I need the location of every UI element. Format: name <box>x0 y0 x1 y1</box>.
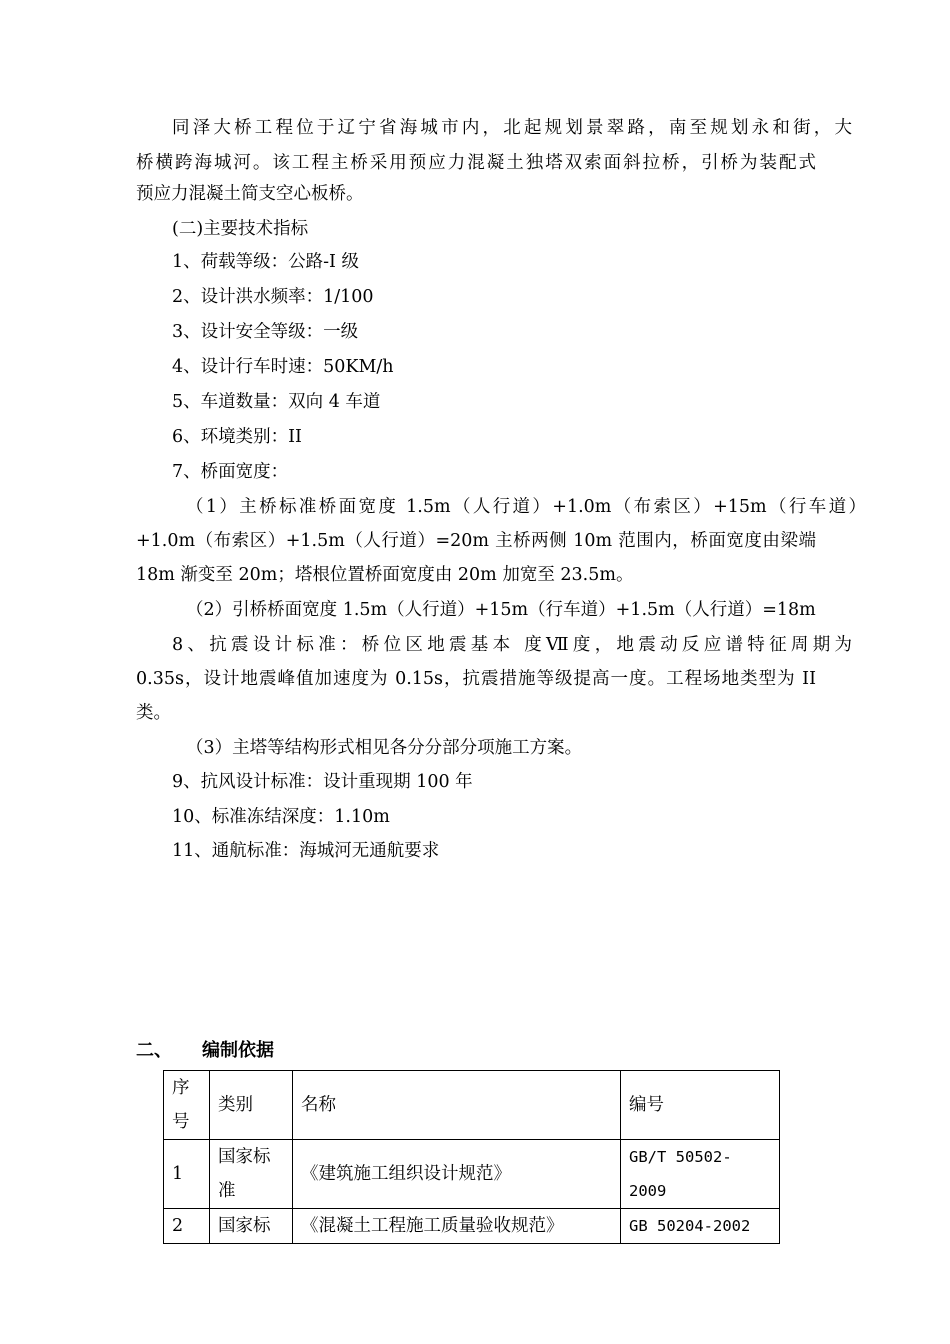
tech-item-6: 6、环境类别：II <box>172 427 302 447</box>
section-number: 二、 <box>136 1040 172 1061</box>
tech-section-title: (二)主要技术指标 <box>172 219 309 239</box>
table-header-row <box>164 1071 780 1140</box>
tech-item-7a-line-3: 18m 渐变至 20m；塔根位置桥面宽度由 20m 加宽至 23.5m。 <box>136 565 634 585</box>
cell-code: GB 50204-2002 <box>621 1209 780 1244</box>
cell-code <box>621 1140 780 1209</box>
tech-item-8-line-3: 类。 <box>136 703 171 723</box>
cell-category-a: 国家标 <box>218 1147 271 1167</box>
tech-item-7a-line-1: （1）主桥标准桥面宽度 1.5m（人行道）+1.0m（布索区）+15m（行车道） <box>186 497 866 517</box>
section-title: 编制依据 <box>202 1040 274 1061</box>
tech-item-8-line-1: 8、抗震设计标准：桥位区地震基本 度Ⅶ度，地震动反应谱特征周期为 <box>172 635 852 655</box>
tech-item-7: 7、桥面宽度： <box>172 462 289 482</box>
intro-line-1: 同泽大桥工程位于辽宁省海城市内，北起规划景翠路，南至规划永和街，大 <box>172 118 852 138</box>
tech-item-11: 11、通航标准：海城河无通航要求 <box>172 841 440 861</box>
tech-item-3: 3、设计安全等级：一级 <box>172 322 359 342</box>
tech-item-1: 1、荷载等级：公路-I 级 <box>172 252 360 272</box>
header-seq-a: 序 <box>172 1078 190 1098</box>
standards-table <box>163 1070 780 1244</box>
header-seq <box>164 1071 210 1140</box>
section-heading <box>136 1036 274 1066</box>
tech-item-7b: （2）引桥桥面宽度 1.5m（人行道）+15m（行车道）+1.5m（人行道）=18m <box>186 600 816 620</box>
cell-category: 国家标 <box>210 1209 293 1244</box>
tech-item-4: 4、设计行车时速：50KM/h <box>172 357 394 377</box>
cell-category <box>210 1140 293 1209</box>
intro-line-2: 桥横跨海城河。该工程主桥采用预应力混凝土独塔双索面斜拉桥，引桥为装配式 <box>136 153 816 173</box>
tech-item-5: 5、车道数量：双向 4 车道 <box>172 392 381 412</box>
header-name: 名称 <box>293 1071 621 1140</box>
cell-seq: 2 <box>164 1209 210 1244</box>
header-seq-b: 号 <box>172 1112 190 1132</box>
table-row <box>164 1140 780 1209</box>
tech-item-10: 10、标准冻结深度：1.10m <box>172 807 390 827</box>
header-code: 编号 <box>621 1071 780 1140</box>
tech-item-8-line-2: 0.35s，设计地震峰值加速度为 0.15s，抗震措施等级提高一度。工程场地类型为 II <box>136 669 816 689</box>
cell-code-b: 2009 <box>629 1182 667 1200</box>
tech-item-8-note: （3）主塔等结构形式相见各分分部分项施工方案。 <box>186 738 583 758</box>
cell-name: 《建筑施工组织设计规范》 <box>293 1140 621 1209</box>
intro-line-3: 预应力混凝土简支空心板桥。 <box>136 184 364 204</box>
tech-item-9: 9、抗风设计标准：设计重现期 100 年 <box>172 772 473 792</box>
tech-item-2: 2、设计洪水频率：1/100 <box>172 287 374 307</box>
cell-code-a: GB/T 50502- <box>629 1148 732 1166</box>
header-category: 类别 <box>210 1071 293 1140</box>
cell-category-b: 准 <box>218 1181 236 1201</box>
tech-item-7a-line-2: +1.0m（布索区）+1.5m（人行道）=20m 主桥两侧 10m 范围内，桥面宽度由梁端 <box>136 531 816 551</box>
table-row <box>164 1209 780 1244</box>
cell-seq: 1 <box>164 1140 210 1209</box>
cell-name: 《混凝土工程施工质量验收规范》 <box>293 1209 621 1244</box>
